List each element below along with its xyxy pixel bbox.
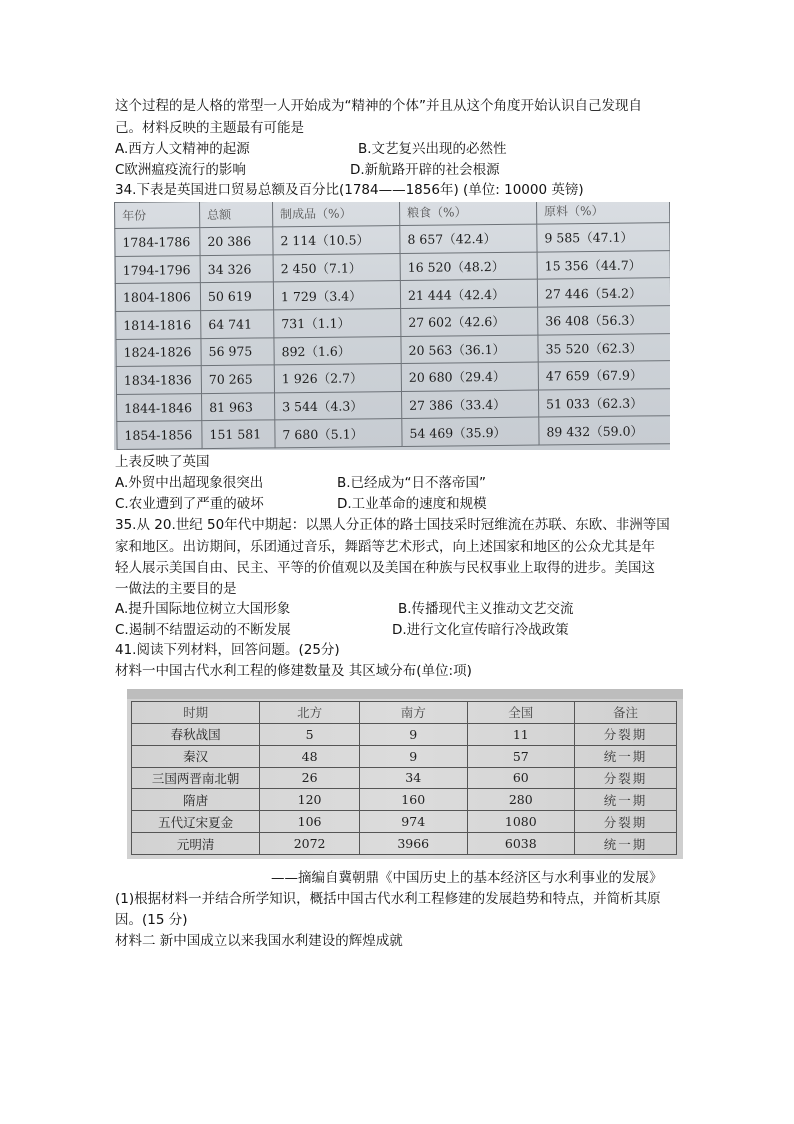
q34-option-b: B.已经成为“日不落帝国”	[337, 475, 487, 491]
table-cell: 隋唐	[132, 789, 260, 811]
table-cell: 1804-1806	[115, 283, 200, 311]
table-cell: 892（1.6）	[274, 336, 401, 365]
table-cell: 16 520（48.2）	[400, 252, 537, 281]
table-cell: 三国两晋南北朝	[132, 767, 260, 789]
q41-stem: 41.阅读下列材料，回答问题。(25分)	[115, 642, 340, 658]
table-cell: 1794-1796	[115, 255, 200, 283]
header-cell: 粮食（%）	[399, 202, 536, 226]
table-cell: 160	[359, 789, 467, 811]
table-cell: 五代辽宋夏金	[132, 811, 260, 833]
water-projects-table-photo	[127, 689, 683, 859]
table-cell: 8 657（42.4）	[400, 224, 537, 253]
table-cell: 20 386	[200, 227, 273, 255]
table-cell: 54 469（35.9）	[402, 417, 539, 446]
table-cell: 36 408（56.3）	[538, 306, 670, 335]
water-projects-table	[131, 701, 677, 855]
table-cell: 1080	[467, 811, 575, 833]
table-cell: 81 963	[202, 393, 275, 421]
q35-option-b: B.传播现代主义推动文艺交流	[398, 601, 574, 617]
table-cell: 56 975	[201, 337, 274, 365]
table-row	[132, 789, 677, 811]
table-cell: 5	[260, 723, 360, 745]
material1-source: ——摘编自冀朝鼎《中国历史上的基本经济区与水利事业的发展》	[271, 870, 663, 886]
table-row	[132, 811, 677, 833]
q33-option-b: B.文艺复兴出现的必然性	[358, 141, 507, 157]
table-cell: 47 659（67.9）	[538, 361, 670, 390]
table-cell: 27 446（54.2）	[537, 278, 670, 307]
table-cell: 20 563（36.1）	[401, 335, 538, 364]
table-cell: 51 033（62.3）	[538, 388, 670, 417]
material1-title: 材料一中国古代水利工程的修建数量及 其区域分布(单位:项)	[115, 663, 472, 679]
table-cell: 2 114（10.5）	[273, 226, 400, 255]
table-cell: 3966	[359, 833, 467, 855]
trade-table-photo	[114, 202, 670, 450]
material2-title: 材料二 新中国成立以来我国水利建设的辉煌成就	[115, 933, 403, 949]
table-cell: 34	[359, 767, 467, 789]
table-cell: 106	[260, 811, 360, 833]
header-cell: 南方	[359, 702, 467, 724]
q34-stem: 34.下表是英国进口贸易总额及百分比(1784——1856年) (单位: 10000 英镑)	[115, 182, 584, 198]
header-cell: 备注	[575, 702, 677, 724]
table-cell: 春秋战国	[132, 723, 260, 745]
table-cell: 60	[467, 767, 575, 789]
table-cell: 35 520（62.3）	[538, 333, 670, 362]
header-cell: 时期	[132, 702, 260, 724]
table-cell: 50 619	[200, 282, 273, 310]
table-cell: 64 741	[201, 310, 274, 338]
table-cell: 120	[260, 789, 360, 811]
table-cell: 1 729（3.4）	[273, 281, 400, 310]
table-cell: 统一期	[575, 833, 677, 855]
table-cell: 151 581	[202, 420, 275, 448]
table-cell: 1784-1786	[115, 228, 200, 256]
q41-sub1-line-2: 因。(15 分)	[115, 912, 188, 928]
table-row	[132, 767, 677, 789]
table-cell: 元明清	[132, 833, 260, 855]
q34-option-a: A.外贸中出超现象很突出	[115, 475, 264, 491]
table-cell: 89 432（59.0）	[539, 416, 670, 445]
table-cell: 1814-1816	[116, 311, 201, 339]
q34-option-c: C.农业遭到了严重的破坏	[115, 496, 264, 512]
header-cell: 全国	[467, 702, 575, 724]
q35-line-3: 轻人展示美国自由、民主、平等的价值观以及美国在种族与民权事业上取得的进步。美国这	[115, 560, 655, 576]
table-cell: 1 926（2.7）	[274, 364, 401, 393]
header-cell: 北方	[260, 702, 360, 724]
photo-top-strip	[127, 689, 683, 699]
table-cell: 1824-1826	[116, 338, 201, 366]
q34-option-d: D.工业革命的速度和规模	[337, 496, 487, 512]
table-cell: 27 602（42.6）	[401, 307, 538, 336]
table-cell: 34 326	[200, 255, 273, 283]
table-cell: 731（1.1）	[274, 308, 401, 337]
table-cell: 分裂期	[575, 767, 677, 789]
table-cell: 21 444（42.4）	[400, 279, 537, 308]
header-cell: 总额	[200, 202, 273, 228]
table-cell: 秦汉	[132, 745, 260, 767]
table-cell: 1834-1836	[116, 366, 201, 394]
table-cell: 9 585（47.1）	[537, 223, 670, 252]
table-cell: 分裂期	[575, 811, 677, 833]
intro-line-2: 己。材料反映的主题最有可能是	[115, 120, 304, 136]
table-row	[132, 723, 677, 745]
table-cell: 统一期	[575, 745, 677, 767]
table-cell: 15 356（44.7）	[537, 250, 670, 279]
table-cell: 27 386（33.4）	[401, 390, 538, 419]
table-cell: 48	[260, 745, 360, 767]
table-cell: 统一期	[575, 789, 677, 811]
q34-after: 上表反映了英国	[115, 454, 210, 470]
table-cell: 2072	[260, 833, 360, 855]
trade-table	[114, 202, 670, 450]
table-cell: 57	[467, 745, 575, 767]
table-cell: 3 544（4.3）	[275, 391, 402, 420]
intro-line-1: 这个过程的是人格的常型一人开始成为“精神的个体”并且从这个角度开始认识自己发现自	[115, 98, 642, 114]
table-cell: 9	[359, 745, 467, 767]
table-header-row	[132, 702, 677, 724]
header-cell: 原料（%）	[536, 202, 669, 224]
table-row	[117, 416, 670, 450]
q35-option-d: D.进行文化宣传暗行冷战政策	[392, 622, 569, 638]
table-cell: 分裂期	[575, 723, 677, 745]
table-cell: 6038	[467, 833, 575, 855]
table-cell: 7 680（5.1）	[275, 419, 402, 448]
table-row	[132, 833, 677, 855]
table-row	[132, 745, 677, 767]
header-cell: 年份	[115, 202, 200, 229]
table-cell: 2 450（7.1）	[273, 253, 400, 282]
table-cell: 280	[467, 789, 575, 811]
table-cell: 1854-1856	[117, 421, 202, 450]
table-cell: 1844-1846	[117, 393, 202, 421]
q41-sub1-line-1: (1)根据材料一并结合所学知识，概括中国古代水利工程修建的发展趋势和特点，并简析其原	[115, 891, 661, 907]
header-cell: 制成品（%）	[272, 202, 399, 227]
q35-line-1: 35.从 20.世纪 50年代中期起：以黑人分正体的路士国技采时冠维流在苏联、东欧、非洲等国	[115, 517, 670, 533]
q35-line-2: 家和地区。出访期间，乐团通过音乐，舞蹈等艺术形式，向上述国家和地区的公众尤其是年	[115, 539, 655, 555]
q33-option-a: A.西方人文精神的起源	[115, 141, 250, 157]
q35-line-4: 一做法的主要目的是	[115, 581, 237, 597]
table-cell: 9	[359, 723, 467, 745]
table-cell: 26	[260, 767, 360, 789]
q35-option-c: C.遏制不结盟运动的不断发展	[115, 622, 291, 638]
q33-option-c: C欧洲瘟疫流行的影响	[115, 162, 246, 178]
table-cell: 20 680（29.4）	[401, 362, 538, 391]
q35-option-a: A.提升国际地位树立大国形象	[115, 601, 291, 617]
q33-option-d: D.新航路开辟的社会根源	[350, 162, 500, 178]
table-cell: 70 265	[201, 365, 274, 393]
table-cell: 11	[467, 723, 575, 745]
table-cell: 974	[359, 811, 467, 833]
